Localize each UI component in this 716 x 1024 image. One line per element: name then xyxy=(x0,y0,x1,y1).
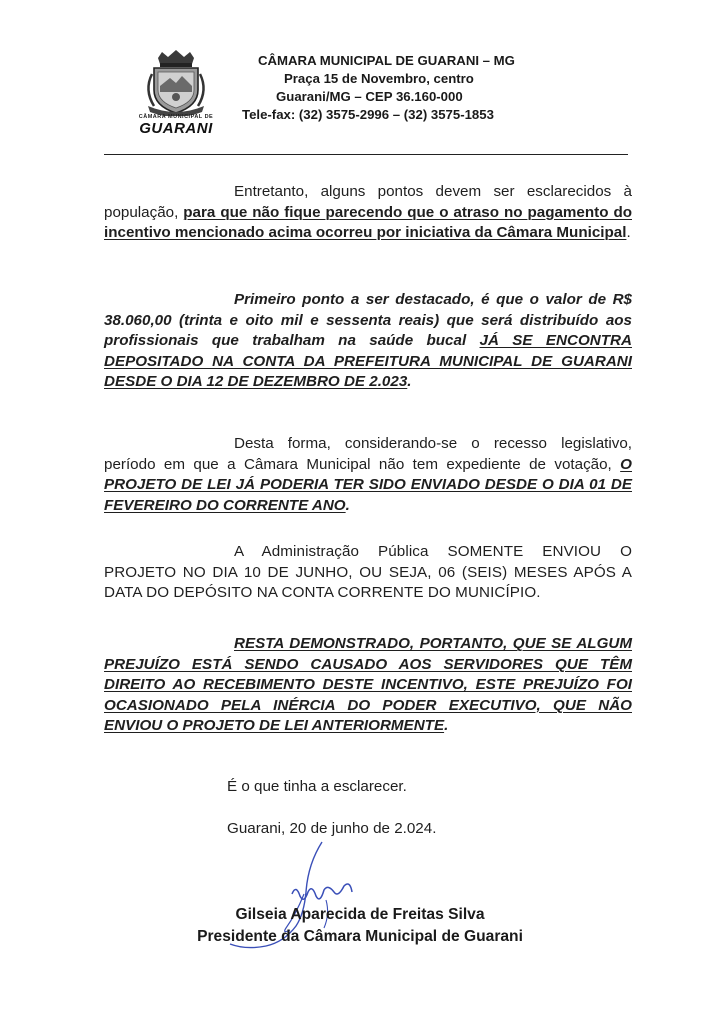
paragraph-2-emphasis: JÁ SE ENCONTRA DEPOSITADO NA CONTA DA PREFEITURA MUNICIPAL DE GUARANI DESDE O DIA 12 DE DEZEMBRO DE 2.023 xyxy=(104,332,632,390)
paragraph-1 xyxy=(104,182,632,244)
logo-caption: CÂMARA MUNICIPAL DE xyxy=(138,114,214,120)
paragraph-5-end: . xyxy=(444,717,449,734)
paragraph-3-emphasis: O PROJETO DE LEI JÁ PODERIA TER SIDO ENVIADO DESDE O DIA 01 DE FEVEREIRO DO CORRENTE ANO xyxy=(104,455,632,514)
letterhead-city: Guarani/MG – CEP 36.160-000 xyxy=(276,89,463,104)
paragraph-1-emphasis: para que não fique parecendo que o atraso no pagamento do incentivo mencionado acima ocorreu por iniciativa da Câmara Municipal xyxy=(104,203,632,241)
shield-icon xyxy=(130,50,222,116)
paragraph-3-end: . xyxy=(345,496,350,514)
paragraph-2 xyxy=(104,290,632,393)
paragraph-5 xyxy=(104,634,632,737)
paragraph-1-text: Entretanto, alguns pontos devem ser esclarecidos à população, xyxy=(104,183,632,221)
signatory-role: Presidente da Câmara Municipal de Guarani xyxy=(197,928,523,945)
logo-name: GUARANI xyxy=(139,120,213,137)
closing-date: Guarani, 20 de junho de 2.024. xyxy=(227,820,437,837)
letterhead-address: Praça 15 de Novembro, centro xyxy=(284,71,474,86)
coat-of-arms-logo xyxy=(130,50,222,138)
paragraph-3-text: Desta forma, considerando-se o recesso legislativo, período em que a Câmara Municipal não tem expediente de votação, xyxy=(104,435,632,473)
signatory-name: Gilseia Aparecida de Freitas Silva xyxy=(235,906,485,923)
letterhead xyxy=(236,52,556,124)
signature-block xyxy=(150,904,570,948)
header-divider xyxy=(104,154,628,155)
paragraph-5-emphasis: RESTA DEMONSTRADO, PORTANTO, QUE SE ALGUM PREJUÍZO ESTÁ SENDO CAUSADO AOS SERVIDORES QUE TÊM DIREITO AO RECEBIMENTO DESTE INCENTIVO, ESTE PREJUÍZO FOI OCASIONADO PELA INÉRCIA DO PODER EXECUTIVO, QUE NÃO ENVIOU O PROJETO DE LEI ANTERIORMENTE xyxy=(104,635,632,734)
letterhead-title: CÂMARA MUNICIPAL DE GUARANI – MG xyxy=(258,53,515,68)
closing-line: É o que tinha a esclarecer. xyxy=(227,778,407,795)
paragraph-3 xyxy=(104,434,632,516)
paragraph-4-text: A Administração Pública SOMENTE ENVIOU O PROJETO NO DIA 10 DE JUNHO, OU SEJA, 06 (SEIS) MESES APÓS A DATA DO DEPÓSITO NA CONTA CORRENTE DO MUNICÍPIO. xyxy=(104,543,632,601)
paragraph-2-text: Primeiro ponto a ser destacado, é que o valor de R$ 38.060,00 (trinta e oito mil e sessenta reais) que será distribuído aos profissionais que trabalham na saúde bucal xyxy=(104,291,632,349)
paragraph-2-end: . xyxy=(407,373,412,390)
paragraph-4 xyxy=(104,542,632,604)
paragraph-1-end: . xyxy=(626,224,631,241)
letterhead-phone: Tele-fax: (32) 3575-2996 – (32) 3575-1853 xyxy=(242,107,494,122)
